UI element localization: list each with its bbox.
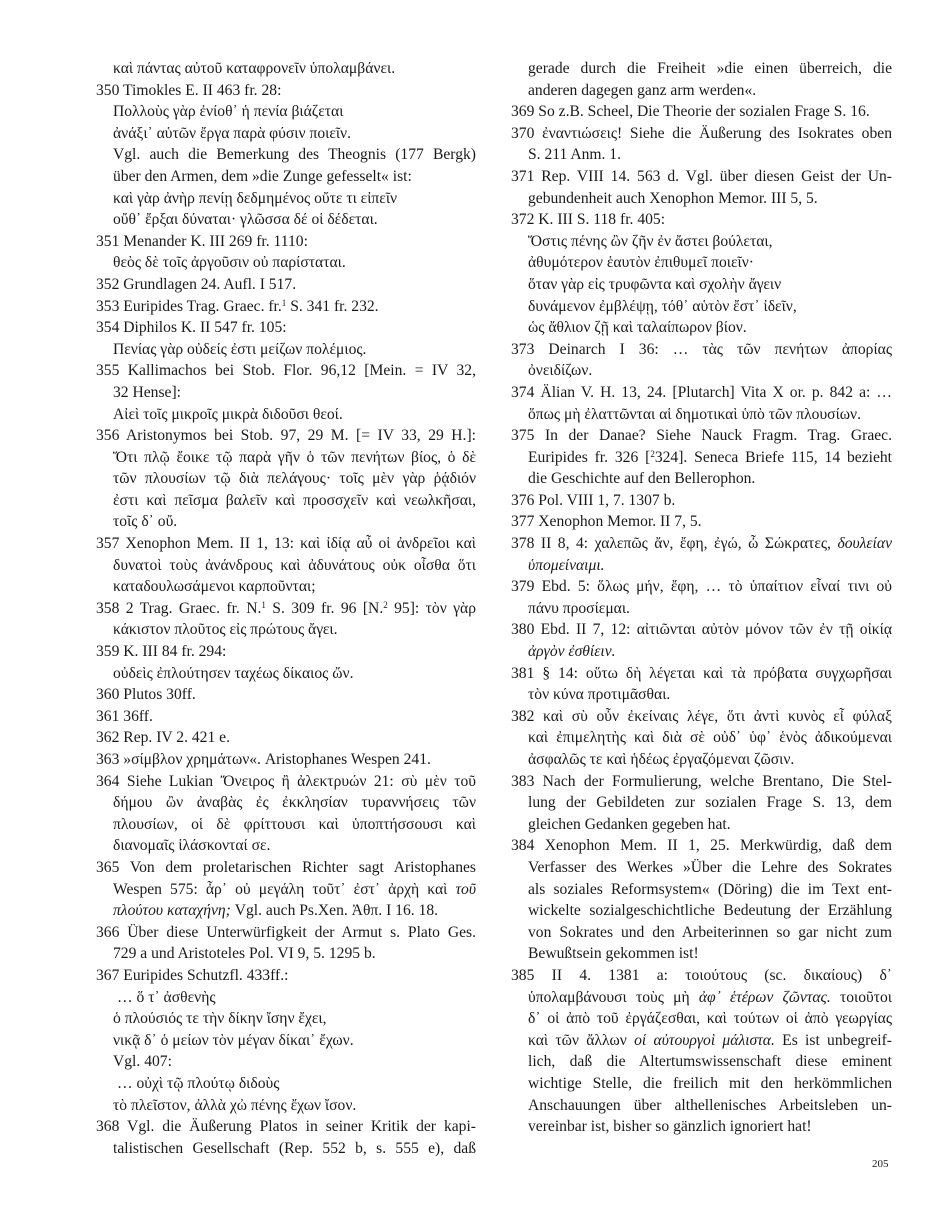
- left-column: [96, 58, 476, 1159]
- text-line: νικᾷ δ᾽ ὁ μείων τὸν μέγαν δίκαι᾽ ἔχων.: [113, 1031, 354, 1049]
- footnote-368: 368 Vgl. die Äußerung Platos in seiner Kritik der kapi-: [96, 1118, 476, 1136]
- text-line: S. 211 Anm. 1.: [528, 146, 621, 164]
- footnote-372: 372 K. III S. 118 fr. 405:: [511, 211, 666, 229]
- text-line: τὸν κύνα προτιμᾶσθαι.: [528, 686, 671, 704]
- footnote-375: 375 In der Danae? Siehe Nauck Fragm. Trag. Graec.: [511, 427, 892, 445]
- text-segment: 353 Euripides Trag. Graec. fr.: [96, 297, 282, 315]
- footnote-353: [96, 296, 476, 318]
- footnote-380: 380 Ebd. II 7, 12: αἰτιῶνται αὐτὸν μόνον τῶν ἐν τῇ οἰκίᾳ: [511, 621, 892, 639]
- text-line: Vgl. 407:: [113, 1053, 172, 1071]
- text-line: [96, 879, 476, 901]
- text-line: δυνάμενον ἐμβλέψῃ, τόθ᾽ αὑτὸν ἔστ᾽ ἰδεῖν,: [528, 297, 797, 315]
- footnote-366: 366 Über diese Unterwürfigkeit der Armut s. Plato Ges.: [96, 923, 476, 941]
- text-line: Πολλοὺς γὰρ ἐνίοθ᾽ ἡ πενία βιάζεται: [113, 103, 344, 121]
- text-line: ἀνάξι᾽ αὑτῶν ἔργα παρὰ φύσιν ποιεῖν.: [113, 124, 352, 142]
- footnote-385: 385 II 4. 1381 a: τοιούτους (sc. δικαίους) δ᾽: [511, 966, 892, 984]
- text-segment: τοιοῦτοι: [830, 988, 892, 1006]
- footnote-374: 374 Älian V. H. 13, 24. [Plutarch] Vita X or. p. 842 a: …: [511, 383, 892, 401]
- text-line: πάνυ προσίεμαι.: [528, 599, 630, 617]
- text-line: gerade durch die Freiheit »die einen überreich, die: [528, 60, 892, 77]
- text-line: von Sokrates und den Arbeiterinnen so gar nicht zum: [528, 923, 892, 941]
- footnote-352: 352 Grundlagen 24. Aufl. I 517.: [96, 275, 297, 293]
- text-segment: Wespen 575: ἆρ᾽ οὐ μεγάλη τοῦτ᾽ ἐστ᾽ ἀρχὴ καὶ: [113, 880, 456, 898]
- text-segment: 358 2 Trag. Graec. fr. N.: [96, 599, 262, 617]
- text-line: über den Armen, dem »die Zunge gefesselt« ist:: [113, 167, 412, 185]
- text-line: anderen dagegen ganz arm werden«.: [528, 81, 757, 99]
- text-line: 729 a und Aristoteles Pol. VI 9, 5. 1295 b.: [113, 945, 376, 963]
- footnote-361: 361 36ff.: [96, 707, 153, 725]
- text-segment: 378 II 8, 4: χαλεπῶς ἄν, ἔφη, ἐγώ, ὦ Σώκρατες,: [511, 535, 838, 553]
- footnote-357: 357 Xenophon Mem. II 1, 13: καὶ ἰδίᾳ αὖ οἱ ἀνδρεῖοι καὶ: [96, 535, 476, 553]
- footnote-354: 354 Diphilos K. II 547 fr. 105:: [96, 319, 287, 337]
- italic-segment: δουλείαν: [837, 535, 892, 553]
- footnote-379: 379 Ebd. 5: ὅλως μήν, ἔφη, … τὸ ὑπαίτιον εἶναί τινι οὐ: [511, 578, 892, 596]
- italic-segment: ἀφ᾽ ἑτέρων ζῶντας.: [698, 988, 831, 1006]
- text-line: Πενίας γὰρ οὐδείς ἐστι μείζων πολέμιος.: [113, 340, 367, 358]
- italic-segment: ἀργὸν ἐσθίειν.: [528, 643, 616, 661]
- text-line: [511, 987, 892, 1009]
- right-column: [511, 58, 892, 1138]
- page-number: 205: [872, 1158, 889, 1170]
- footnote-355: 355 Kallimachos bei Stob. Flor. 96,12 [Mein. = IV 32,: [96, 362, 476, 380]
- footnote-358: [96, 598, 476, 620]
- text-line: gleichen Gedanken gegeben hat.: [528, 815, 731, 833]
- footnote-370: 370 ἐναντιώσεις! Siehe die Äußerung des Isokrates oben: [511, 124, 892, 142]
- text-line: vereinbar ist, bisher so gänzlich ignoriert hat!: [528, 1118, 812, 1136]
- italic-segment: ὑπομείναιμι.: [528, 556, 605, 574]
- text-line: … ὅ τ᾽ ἀσθενὴς: [117, 988, 216, 1006]
- text-line: θεὸς δὲ τοῖς ἀργοῦσιν οὐ παρίσταται.: [113, 254, 346, 272]
- text-segment: Euripides fr. 326 [: [528, 448, 651, 466]
- text-line: ὀνειδίζων.: [528, 362, 593, 380]
- text-line: [511, 555, 892, 577]
- text-line: [511, 447, 892, 469]
- footnote-371: 371 Rep. VIII 14. 563 d. Vgl. über diesen Geist der Un-: [511, 167, 892, 185]
- text-line: ὁ πλούσιός τε τὴν δίκην ἴσην ἔχει,: [113, 1010, 327, 1028]
- italic-segment: οἱ αὐτουργοὶ μάλιστα.: [634, 1031, 775, 1049]
- text-line: καὶ πάντας αὐτοῦ καταφρονεῖν ὑπολαμβάνει.: [113, 60, 396, 77]
- text-line: οὔθ᾽ ἔρξαι δύναται· γλῶσσα δέ οἱ δέδεται.: [113, 211, 378, 229]
- text-line: lung der Gebildeten zur sozialen Frage S. 13, dem: [528, 794, 892, 812]
- superscript: 2: [650, 448, 655, 459]
- text-line: Anschauungen über althellenisches Arbeitsleben un-: [528, 1096, 892, 1114]
- text-line: δυνατοὶ τοὺς ἀνάνδρους καὶ ἀδυνάτους οὐκ οἶσθα ὅτι: [113, 556, 476, 574]
- footnote-350: 350 Timokles E. II 463 fr. 28:: [96, 81, 282, 99]
- text-line: κάκιστον πλοῦτος εἰς πρώτους ἄγει.: [113, 621, 338, 639]
- superscript: 1: [261, 599, 266, 610]
- superscript: 1: [281, 297, 287, 308]
- text-line: τῶν πλουσίων τῷ διὰ πελάγους· τοῖς μὲν γὰρ ῥᾴδιόν: [113, 470, 476, 488]
- text-line: Bewußtsein gekommen ist!: [528, 945, 699, 963]
- footnote-376: 376 Pol. VIII 1, 7. 1307 b.: [511, 491, 676, 509]
- footnote-383: 383 Nach der Formulierung, welche Brentano, Die Stel-: [511, 772, 892, 790]
- text-segment: S. 341 fr. 232.: [286, 297, 379, 315]
- text-line: die Geschichte auf den Bellerophon.: [528, 470, 756, 488]
- text-line: ὡς ἄθλιον ζῇ καὶ ταλαίπωρον βίον.: [528, 319, 747, 337]
- text-line: καταδουλωσάμενοι καρποῦνται;: [113, 578, 316, 596]
- footnote-373: 373 Deinarch I 36: … τὰς τῶν πενήτων ἀπορίας: [511, 340, 892, 358]
- footnote-351: 351 Menander K. III 269 fr. 1110:: [96, 232, 308, 250]
- italic-segment: πλούτου καταχήνη;: [113, 902, 231, 920]
- text-line: καὶ γὰρ ἀνὴρ πενίῃ δεδμημένος οὔτε τι εἰπεῖν: [113, 189, 398, 207]
- footnote-381: 381 § 14: οὕτω δὴ λέγεται καὶ τὰ πρόβατα συγχωρῆσαι: [511, 664, 892, 682]
- text-line: … οὐχὶ τῷ πλούτῳ διδοὺς: [117, 1074, 280, 1092]
- text-line: ὅπως μὴ ἐλαττῶνται αἱ δημοτικαὶ ὑπὸ τῶν πλουσίων.: [528, 405, 861, 423]
- text-line: Vgl. auch die Bemerkung des Theognis (177 Bergk): [113, 146, 476, 164]
- footnote-369: 369 So z.B. Scheel, Die Theorie der sozialen Frage S. 16.: [511, 103, 870, 121]
- text-line: ὅταν γὰρ εἰς τρυφῶντα καὶ σχολὴν ἄγειν: [528, 275, 782, 293]
- footnote-362: 362 Rep. IV 2. 421 e.: [96, 729, 230, 747]
- footnote-377: 377 Xenophon Memor. II 7, 5.: [511, 513, 702, 531]
- footnote-365: 365 Von dem proletarischen Richter sagt Aristophanes: [96, 858, 476, 876]
- text-segment: Vgl. auch Ps.Xen. Ἀθπ. I 16. 18.: [230, 902, 439, 920]
- footnote-360: 360 Plutos 30ff.: [96, 686, 196, 704]
- text-line: τὸ πλεῖστον, ἀλλὰ χὠ πένης ἔχων ἴσον.: [113, 1096, 357, 1114]
- italic-segment: τοῦ: [455, 880, 476, 898]
- text-line: Ὅστις πένης ὢν ζῆν ἐν ἄστει βούλεται,: [528, 232, 773, 250]
- text-line: δήμου ὢν ἀναβὰς ἐς ἐκκλησίαν τυραννήσεις τῶν: [113, 794, 476, 812]
- footnote-367: 367 Euripides Schutzfl. 433ff.:: [96, 966, 289, 984]
- text-segment: καὶ τῶν ἄλλων: [528, 1031, 635, 1049]
- text-segment: S. 309 fr. 96 [N.: [265, 599, 384, 617]
- text-line: wichtige Stelle, die freilich mit den herkömmlichen: [528, 1074, 892, 1092]
- superscript: 2: [383, 599, 388, 610]
- footnote-378: [511, 533, 892, 555]
- footnote-384: 384 Xenophon Mem. II 1, 25. Merkwürdig, daß dem: [511, 837, 892, 855]
- text-line: ἀθυμότερον ἑαυτὸν ἐπιθυμεῖ ποιεῖν·: [528, 254, 754, 272]
- footnote-364: 364 Siehe Lukian Ὄνειρος ἢ ἀλεκτρυών 21: σὺ μὲν τοῦ: [96, 772, 476, 790]
- text-line: gebundenheit auch Xenophon Memor. III 5, 5.: [528, 189, 818, 207]
- text-line: [511, 641, 892, 663]
- footnote-382: 382 καὶ σὺ οὖν ἐκείναις λέγε, ὅτι ἀντὶ κυνὸς εἶ φύλαξ: [511, 707, 892, 725]
- text-line: καὶ ἐπιμελητὴς καὶ διὰ σὲ οὐδ᾽ ὑφ᾽ ἑνὸς ἀδικούμεναι: [528, 729, 892, 747]
- text-segment: Es ist unbegreif-: [774, 1031, 892, 1049]
- text-line: [96, 900, 476, 922]
- text-segment: ὑπολαμβάνουσι τοὺς μὴ: [528, 988, 699, 1006]
- text-line: πλουσίων, οἱ δὲ φρίττουσι καὶ ὑποπτήσσουσι καὶ: [113, 815, 476, 833]
- text-line: δ᾽ οἱ ἀπὸ τοῦ ἐργάζεσθαι, καὶ τούτων οἱ ἀπὸ γεωργίας: [528, 1010, 892, 1028]
- footnote-356: 356 Aristonymos bei Stob. 97, 29 M. [= IV 33, 29 H.]:: [96, 427, 476, 445]
- text-segment: 95]: τὸν γὰρ: [387, 599, 476, 617]
- text-line: ἀσφαλῶς τε καὶ ἡδέως ἐργαζόμεναι ζῶσιν.: [528, 751, 795, 768]
- text-line: οὐδεὶς ἐπλούτησεν ταχέως δίκαιος ὤν.: [113, 664, 354, 682]
- text-line: wickelte sozialgeschichtliche Bedeutung der Erzählung: [528, 902, 892, 920]
- text-line: διανομαῖς ἱλάσκονταί σε.: [113, 837, 271, 855]
- text-line: Verfasser des Werkes »Über die Lehre des Sokrates: [528, 858, 892, 876]
- text-line: als soziales Reformsystem« (Döring) die im Text ent-: [528, 880, 892, 898]
- text-line: talistischen Gesellschaft (Rep. 552 b, s. 555 e), daß: [113, 1139, 476, 1157]
- text-line: [511, 1030, 892, 1052]
- text-line: 32 Hense]:: [113, 383, 181, 401]
- footnote-359: 359 K. III 84 fr. 294:: [96, 643, 227, 661]
- text-line: Ὅτι πλῷ ἔοικε τῷ παρὰ γῆν ὁ τῶν πενήτων βίος, ὁ δὲ: [113, 448, 476, 466]
- text-line: τοῖς δ᾽ οὔ.: [113, 513, 178, 531]
- text-line: lich, daß die Altertumswissenschaft diese eminent: [528, 1053, 892, 1071]
- text-segment: 324]. Seneca Briefe 115, 14 bezieht: [654, 448, 893, 466]
- text-line: ἐστι καὶ πεῖσμα βαλεῖν καὶ προσσχεῖν καὶ νεωλκῆσαι,: [113, 491, 476, 509]
- text-line: Αἰεὶ τοῖς μικροῖς μικρὰ διδοῦσι θεοί.: [113, 405, 343, 423]
- footnote-363: 363 »σίμβλον χρημάτων«. Aristophanes Wespen 241.: [96, 751, 431, 768]
